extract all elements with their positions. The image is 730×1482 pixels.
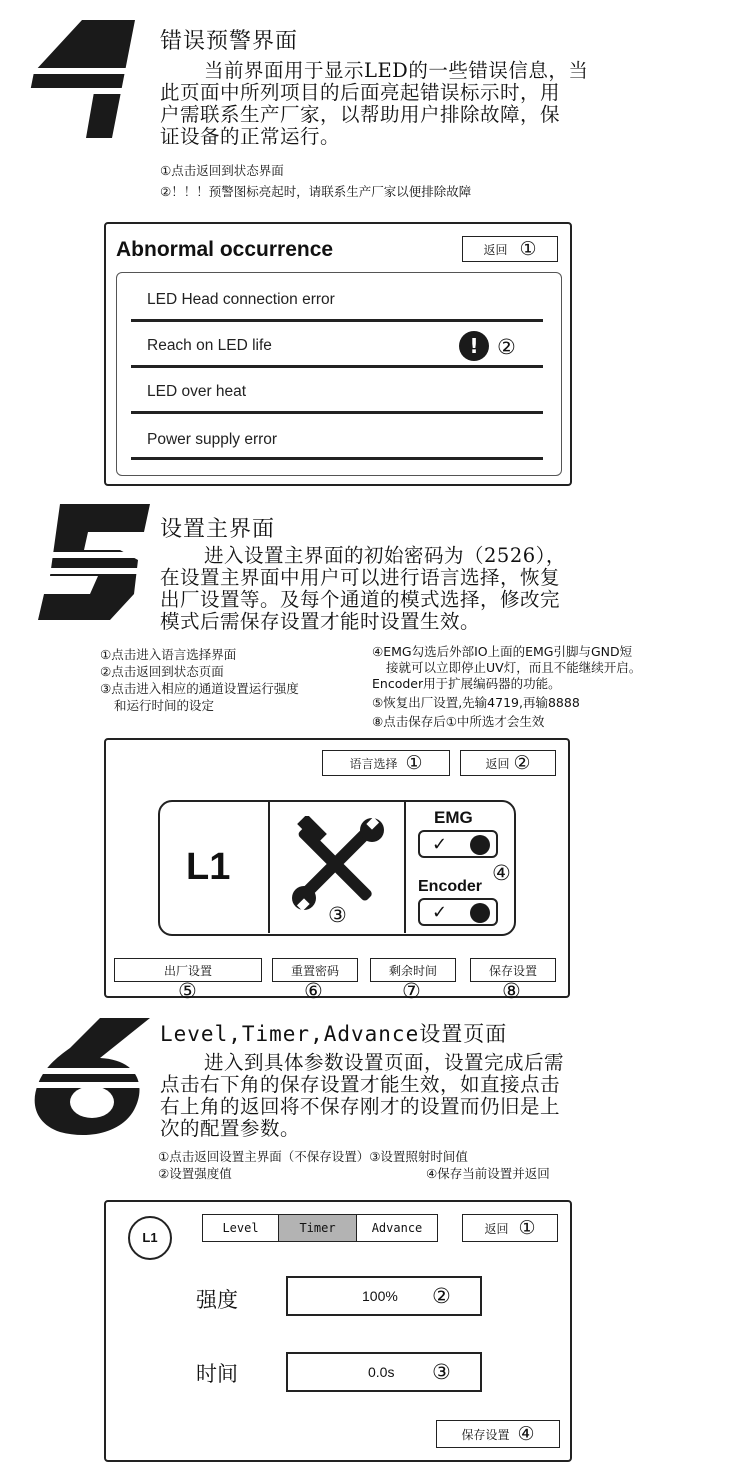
- section-4-body: 当前界面用于显示LED的一些错误信息，当 此页面中所列项目的后面亮起错误标示时，用 户需联系生产厂家，以帮助用户排除故障，保 证设备的正常运行。: [160, 59, 589, 148]
- factory-reset-marker: ⑤: [178, 979, 197, 1003]
- remaining-time-marker: ⑦: [402, 979, 421, 1003]
- section-6-body: 进入到具体参数设置页面，设置完成后需 点击右下角的保存设置才能生效，如直接点击 右上角的返回将不保存刚才的设置而仍旧是上 次的配置参数。: [160, 1051, 565, 1140]
- tab-advance[interactable]: Advance: [371, 1221, 423, 1235]
- parameter-settings-panel: [104, 1200, 572, 1462]
- section-5-notes-left: ①点击进入语言选择界面 ②点击返回到状态页面 ③点击进入相应的通道设置运行强度 和运行时间的设定: [100, 647, 299, 713]
- row-divider: [131, 365, 543, 368]
- emg-indicator: [470, 835, 490, 855]
- language-select-button[interactable]: 语言选择 ①: [322, 750, 450, 776]
- encoder-checkbox[interactable]: ✓: [418, 898, 498, 926]
- settings-main-panel: [104, 738, 570, 1003]
- back-button[interactable]: 返回 ①: [462, 1214, 558, 1242]
- encoder-indicator: [470, 903, 490, 923]
- section-4-notes: ①点击返回到状态界面 ②！！！预警图标亮起时，请联系生产厂家以便排除故障: [160, 163, 472, 199]
- abnormal-occurrence-panel: [104, 222, 572, 486]
- back-button[interactable]: 返回 ①: [462, 236, 558, 262]
- row-divider: [131, 457, 543, 460]
- intensity-label: 强度: [196, 1288, 238, 1312]
- error-row-3: LED over heat: [147, 383, 247, 400]
- options-marker: ④: [492, 861, 511, 885]
- section-5-notes-right: ④EMG勾选后外部IO上面的EMG引脚与GND短 接就可以立即停止UV灯，而且不能继续开启。 Encoder用于扩展编码器的功能。 ⑤恢复出厂设置,先输4719,再输8888 ⑧点击保存后①中所选才会生效: [372, 644, 642, 729]
- warning-icon: !: [459, 331, 489, 361]
- encoder-label: Encoder: [418, 878, 483, 895]
- error-row-1: LED Head connection error: [147, 291, 335, 308]
- save-settings-marker: ⑧: [502, 979, 521, 1003]
- tab-level[interactable]: Level: [203, 1215, 279, 1241]
- warning-marker: ②: [497, 335, 516, 359]
- section-5-number-graphic: [30, 504, 150, 622]
- row-divider: [131, 319, 543, 322]
- error-list: [116, 272, 562, 476]
- section-5-body: 进入设置主界面的初始密码为（2526）， 在设置主界面中用户可以进行语言选择，恢复 出厂设置等。及每个通道的模式选择，修改完 模式后需保存设置才能时设置生效。: [160, 544, 566, 633]
- tab-timer[interactable]: Timer: [279, 1215, 357, 1241]
- factory-reset-button[interactable]: 出厂设置: [114, 958, 262, 982]
- save-settings-button[interactable]: 保存设置: [470, 958, 556, 982]
- section-5-title: 设置主界面: [160, 517, 276, 542]
- channel-settings-cell[interactable]: [270, 802, 406, 933]
- emg-checkbox[interactable]: ✓: [418, 830, 498, 858]
- save-settings-button[interactable]: 保存设置 ④: [436, 1420, 560, 1448]
- section-4-number-graphic: [20, 20, 140, 140]
- tools-icon: [290, 816, 386, 912]
- section-4-title: 错误预警界面: [160, 29, 299, 54]
- reset-password-marker: ⑥: [304, 979, 323, 1003]
- time-field[interactable]: 0.0s ③: [286, 1352, 482, 1392]
- back-button[interactable]: 返回 ②: [460, 750, 556, 776]
- panel-title: Abnormal occurrence: [116, 238, 334, 261]
- reset-password-button[interactable]: 重置密码: [272, 958, 358, 982]
- remaining-time-button[interactable]: 剩余时间: [370, 958, 456, 982]
- channel-label: L1: [186, 846, 231, 888]
- tools-marker: ③: [328, 903, 347, 927]
- section-6-number-graphic: [30, 1018, 150, 1138]
- row-divider: [131, 411, 543, 414]
- section-6-notes: ①点击返回设置主界面（不保存设置）③设置照射时间值 ②设置强度值 ④保存当前设置并返回: [158, 1149, 550, 1181]
- channel-badge: L1: [128, 1216, 172, 1260]
- options-cell: [406, 802, 513, 933]
- error-row-4: Power supply error: [147, 431, 278, 448]
- mode-tabs: [202, 1214, 438, 1242]
- channel-box: [158, 800, 516, 936]
- emg-label: EMG: [434, 808, 473, 827]
- error-row-2: Reach on LED life: [147, 337, 272, 354]
- channel-cell[interactable]: [160, 802, 270, 933]
- section-6-title: Level,Timer,Advance设置页面: [160, 1022, 508, 1046]
- intensity-field[interactable]: 100% ②: [286, 1276, 482, 1316]
- time-label: 时间: [196, 1362, 238, 1386]
